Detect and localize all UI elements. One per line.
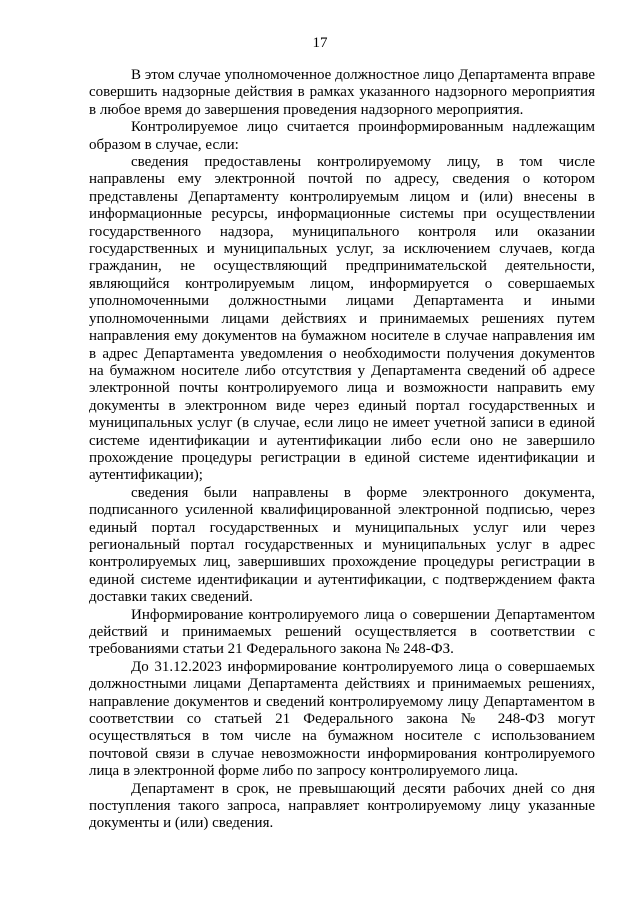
document-body bbox=[89, 67, 595, 833]
paragraph-informed-condition: Контролируемое лицо считается проинформированным надлежащим образом в случае, если: bbox=[89, 119, 595, 153]
page-number: 17 bbox=[312, 35, 328, 51]
paragraph-info-provided: сведения предоставлены контролируемому лицу, в том числе направлены ему электронной почтой по адресу, сведения о котором представлены Департаменту контролируемым лицом и (или) внесены в информационные ресурсы, информационные системы при осуществлении государственного надзора, муниципального контроля или оказании государственных и муниципальных услуг, за исключением случаев, когда гражданин, не осуществляющий предпринимательской деятельности, являющийся контролируемым лицом, информируется о совершаемых уполномоченными должностными лицами Департамента и иными уполномоченными лицами действиях и принимаемых решениях путем направления ему документов на бумажном носителе в случае направления им в адрес Департамента уведомления о необходимости получения документов на бумажном носителе либо отсутствия у Департамента сведений об адресе электронной почты контролируемого лица и возможности направить ему документы в электронном виде через единый портал государственных и муниципальных услуг (в случае, если лицо не имеет учетной записи в единой системе идентификации и аутентификации либо если оно не завершило прохождение процедуры регистрации в единой системе идентификации и аутентификации); bbox=[89, 154, 595, 484]
paragraph-informing-requirements: Информирование контролируемого лица о совершении Департаментом действий и принимаемых решений осуществляется в соответствии с требованиями статьи 21 Федерального закона № 248-ФЗ. bbox=[89, 606, 595, 658]
paragraph-electronic-document: сведения были направлены в форме электронного документа, подписанного усиленной квалифицированной электронной подписью, через единый портал государственных и муниципальных услуг или через региональный портал государственных и муниципальных услуг в адрес контролируемых лиц, завершивших прохождение процедуры регистрации в единой системе идентификации и аутентификации, с подтверждением факта доставки таких сведений. bbox=[89, 484, 595, 606]
paragraph-request-deadline: Департамент в срок, не превышающий десяти рабочих дней со дня поступления такого запроса, направляет контролируемому лицу указанные документы и (или) сведения. bbox=[89, 780, 595, 832]
paragraph-supervisory-actions: В этом случае уполномоченное должностное лицо Департамента вправе совершить надзорные действия в рамках указанного надзорного мероприятия в любое время до завершения проведения надзорного мероприятия. bbox=[89, 67, 595, 118]
paragraph-until-2023: До 31.12.2023 информирование контролируемого лица о совершаемых должностными лицами Департамента действиях и принимаемых решениях, направление документов и сведений контролируемому лицу Департаментом в соответствии со статьей 21 Федерального закона № 248-ФЗ могут осуществляться в том числе на бумажном носителе с использованием почтовой связи в случае невозможности информирования контролируемого лица в электронной форме либо по запросу контролируемого лица. bbox=[89, 658, 595, 780]
